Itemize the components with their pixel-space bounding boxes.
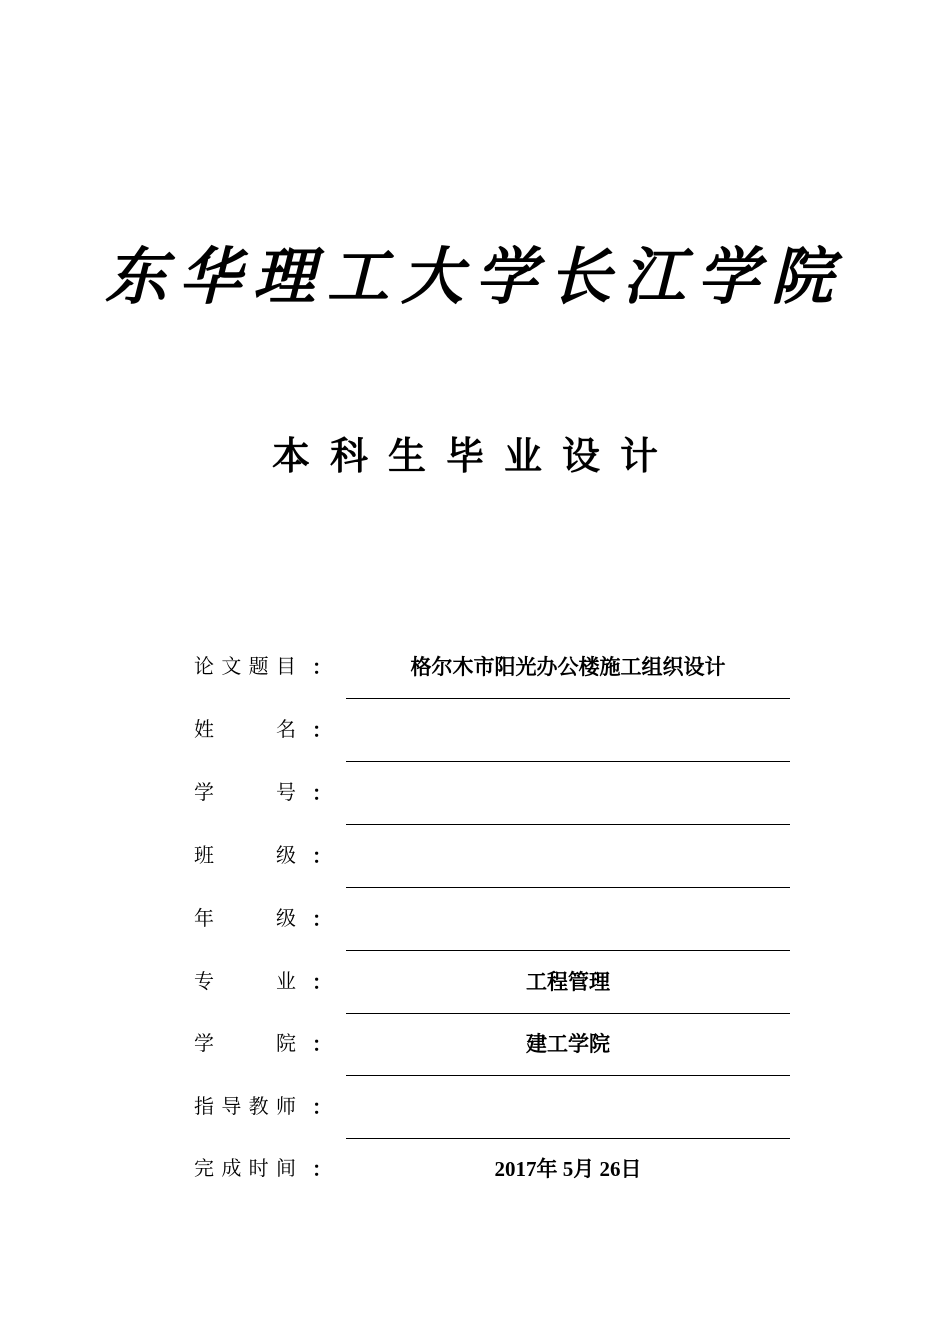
school-name: 东华理工大学长江学院 xyxy=(104,240,845,313)
major-value: 工程管理 xyxy=(526,970,610,994)
field-label: 年 级 xyxy=(194,906,296,930)
field-colon: ： xyxy=(312,1032,332,1056)
field-label: 专 业 xyxy=(194,969,296,993)
field-label: 班 级 xyxy=(194,843,296,867)
form-row-advisor xyxy=(194,1076,790,1139)
form-row-title xyxy=(194,636,790,699)
field-value-line xyxy=(346,1076,790,1139)
field-value-line xyxy=(346,636,790,699)
field-label: 学 院 xyxy=(194,1031,296,1055)
field-colon: ： xyxy=(312,1095,332,1119)
thesis-title-value: 格尔木市阳光办公楼施工组织设计 xyxy=(410,655,726,679)
field-colon: ： xyxy=(312,1157,332,1181)
field-colon: ： xyxy=(312,655,332,679)
document-title: 本科生毕业设计 xyxy=(271,434,678,478)
form-row-student-id xyxy=(194,762,790,825)
form-row-college xyxy=(194,1013,790,1076)
completion-date-value: 2017年 5月 26日 xyxy=(494,1157,642,1181)
field-colon: ： xyxy=(312,718,332,742)
form-row-major xyxy=(194,951,790,1014)
field-value-line xyxy=(346,762,790,825)
field-label: 指 导 教 师 xyxy=(194,1094,296,1118)
field-value-line xyxy=(346,825,790,888)
field-label: 完 成 时 间 xyxy=(194,1156,296,1180)
field-value-line xyxy=(346,951,790,1014)
college-value: 建工学院 xyxy=(526,1032,610,1056)
field-value-line xyxy=(346,699,790,762)
field-colon: ： xyxy=(312,844,332,868)
form-row-name xyxy=(194,699,790,762)
field-label: 学 号 xyxy=(194,780,296,804)
field-colon: ： xyxy=(312,907,332,931)
form-row-grade xyxy=(194,888,790,951)
form-row-completion-date xyxy=(194,1138,790,1201)
field-colon: ： xyxy=(312,970,332,994)
field-colon: ： xyxy=(312,781,332,805)
field-label: 姓 名 xyxy=(194,717,296,741)
field-value-line xyxy=(346,888,790,951)
field-label: 论 文 题 目 xyxy=(194,654,296,678)
field-value-line xyxy=(346,1138,790,1200)
form-row-class xyxy=(194,825,790,888)
field-value-line xyxy=(346,1013,790,1076)
